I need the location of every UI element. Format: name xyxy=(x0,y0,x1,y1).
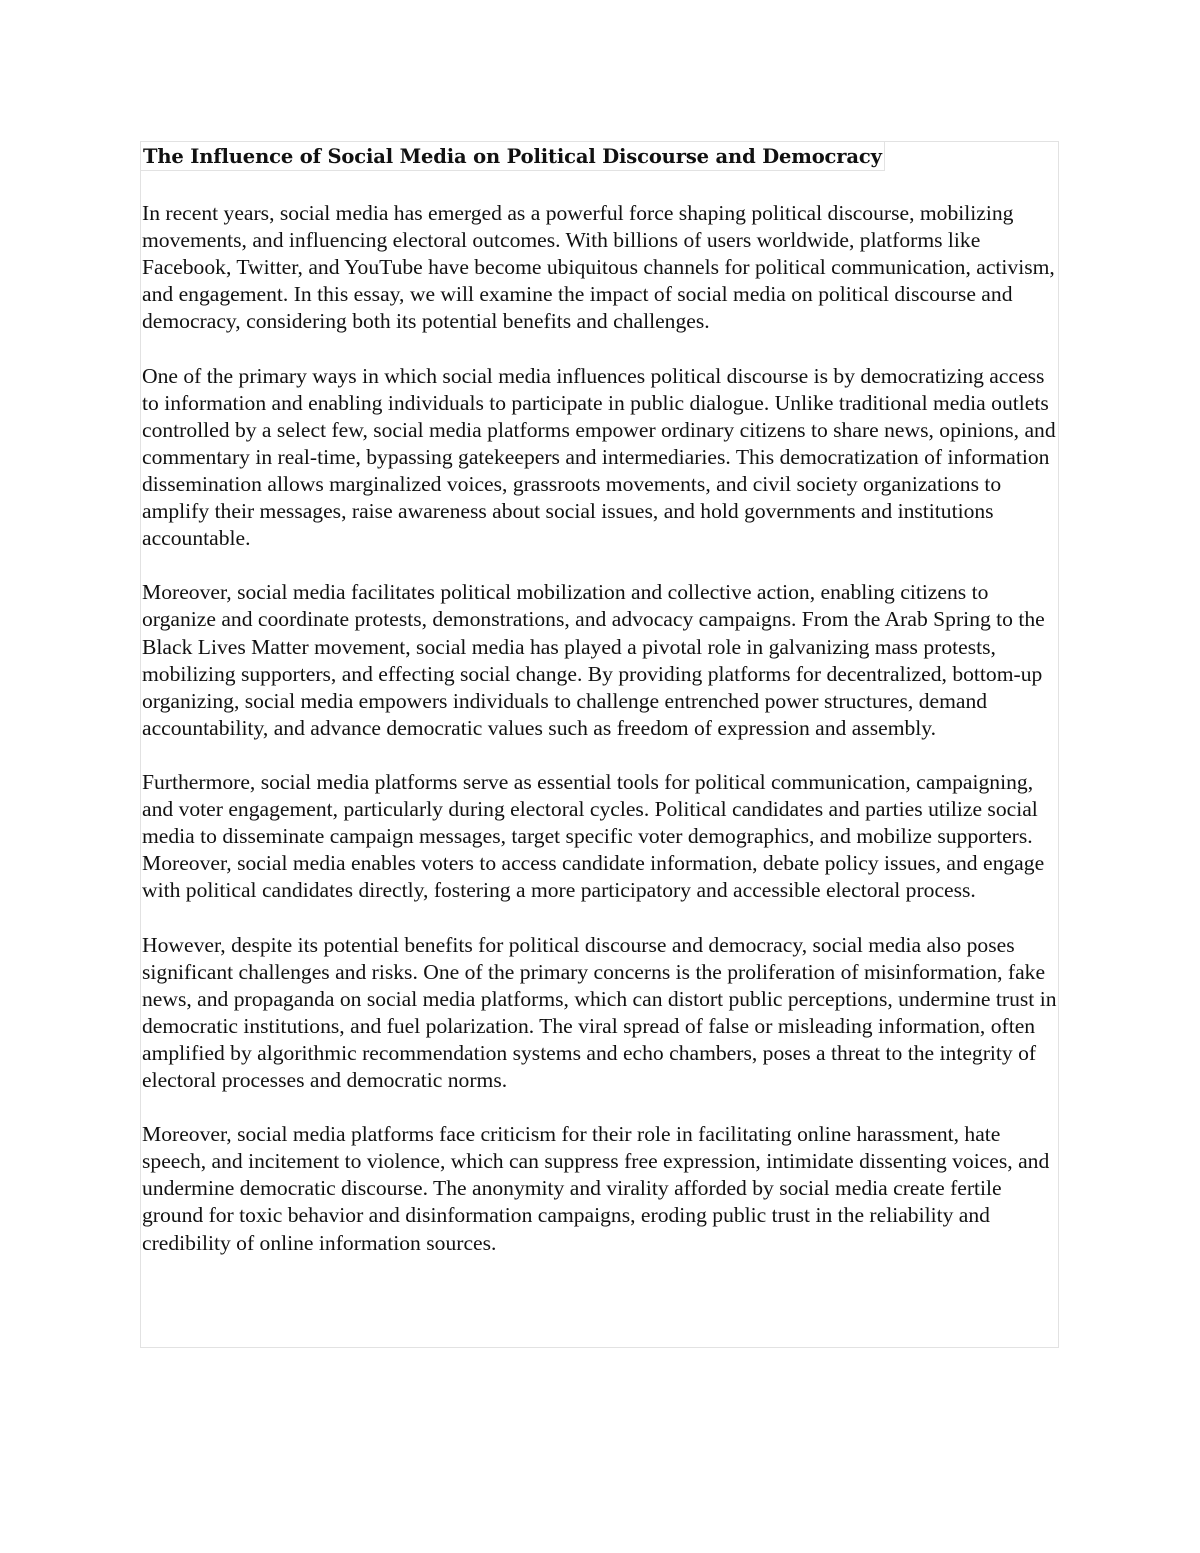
document-title: The Influence of Social Media on Political Discourse and Democracy xyxy=(140,141,885,171)
paragraph-3: Moreover, social media facilitates political mobilization and collective action, enabling citizens to organize and coordinate protests, demonstrations, and advocacy campaigns. From the Arab Spring to the Black Lives Matter movement, social media has played a pivotal role in galvanizing mass protests, mobilizing supporters, and effecting social change. By providing platforms for decentralized, bottom-up organizing, social media empowers individuals to challenge entrenched power structures, demand accountability, and advance democratic values such as freedom of expression and assembly. xyxy=(142,580,1045,740)
document-body xyxy=(142,200,1059,1257)
paragraph-5: However, despite its potential benefits for political discourse and democracy, social media also poses significant challenges and risks. One of the primary concerns is the proliferation of misinformation, fake news, and propaganda on social media platforms, which can distort public perceptions, undermine trust in democratic institutions, and fuel polarization. The viral spread of false or misleading information, often amplified by algorithmic recommendation systems and echo chambers, poses a threat to the integrity of electoral processes and democratic norms. xyxy=(142,932,1057,1092)
paragraph-1: In recent years, social media has emerged as a powerful force shaping political discourse, mobilizing movements, and influencing electoral outcomes. With billions of users worldwide, platforms like Facebook, Twitter, and YouTube have become ubiquitous channels for political communication, activism, and engagement. In this essay, we will examine the impact of social media on political discourse and democracy, considering both its potential benefits and challenges. xyxy=(142,201,1055,334)
paragraph-6: Moreover, social media platforms face criticism for their role in facilitating online harassment, hate speech, and incitement to violence, which can suppress free expression, intimidate dissenting voices, and undermine democratic discourse. The anonymity and virality afforded by social media create fertile ground for toxic behavior and disinformation campaigns, eroding public trust in the reliability and credibility of online information sources. xyxy=(142,1122,1050,1255)
paragraph-2: One of the primary ways in which social media influences political discourse is by democratizing access to information and enabling individuals to participate in public dialogue. Unlike traditional media outlets controlled by a select few, social media platforms empower ordinary citizens to share news, opinions, and commentary in real-time, bypassing gatekeepers and intermediaries. This democratization of information dissemination allows marginalized voices, grassroots movements, and civil society organizations to amplify their messages, raise awareness about social issues, and hold governments and institutions accountable. xyxy=(142,363,1056,551)
paragraph-4: Furthermore, social media platforms serve as essential tools for political communication, campaigning, and voter engagement, particularly during electoral cycles. Political candidates and parties utilize social media to disseminate campaign messages, target specific voter demographics, and mobilize supporters. Moreover, social media enables voters to access candidate information, debate policy issues, and engage with political candidates directly, fostering a more participatory and accessible electoral process. xyxy=(142,769,1045,903)
